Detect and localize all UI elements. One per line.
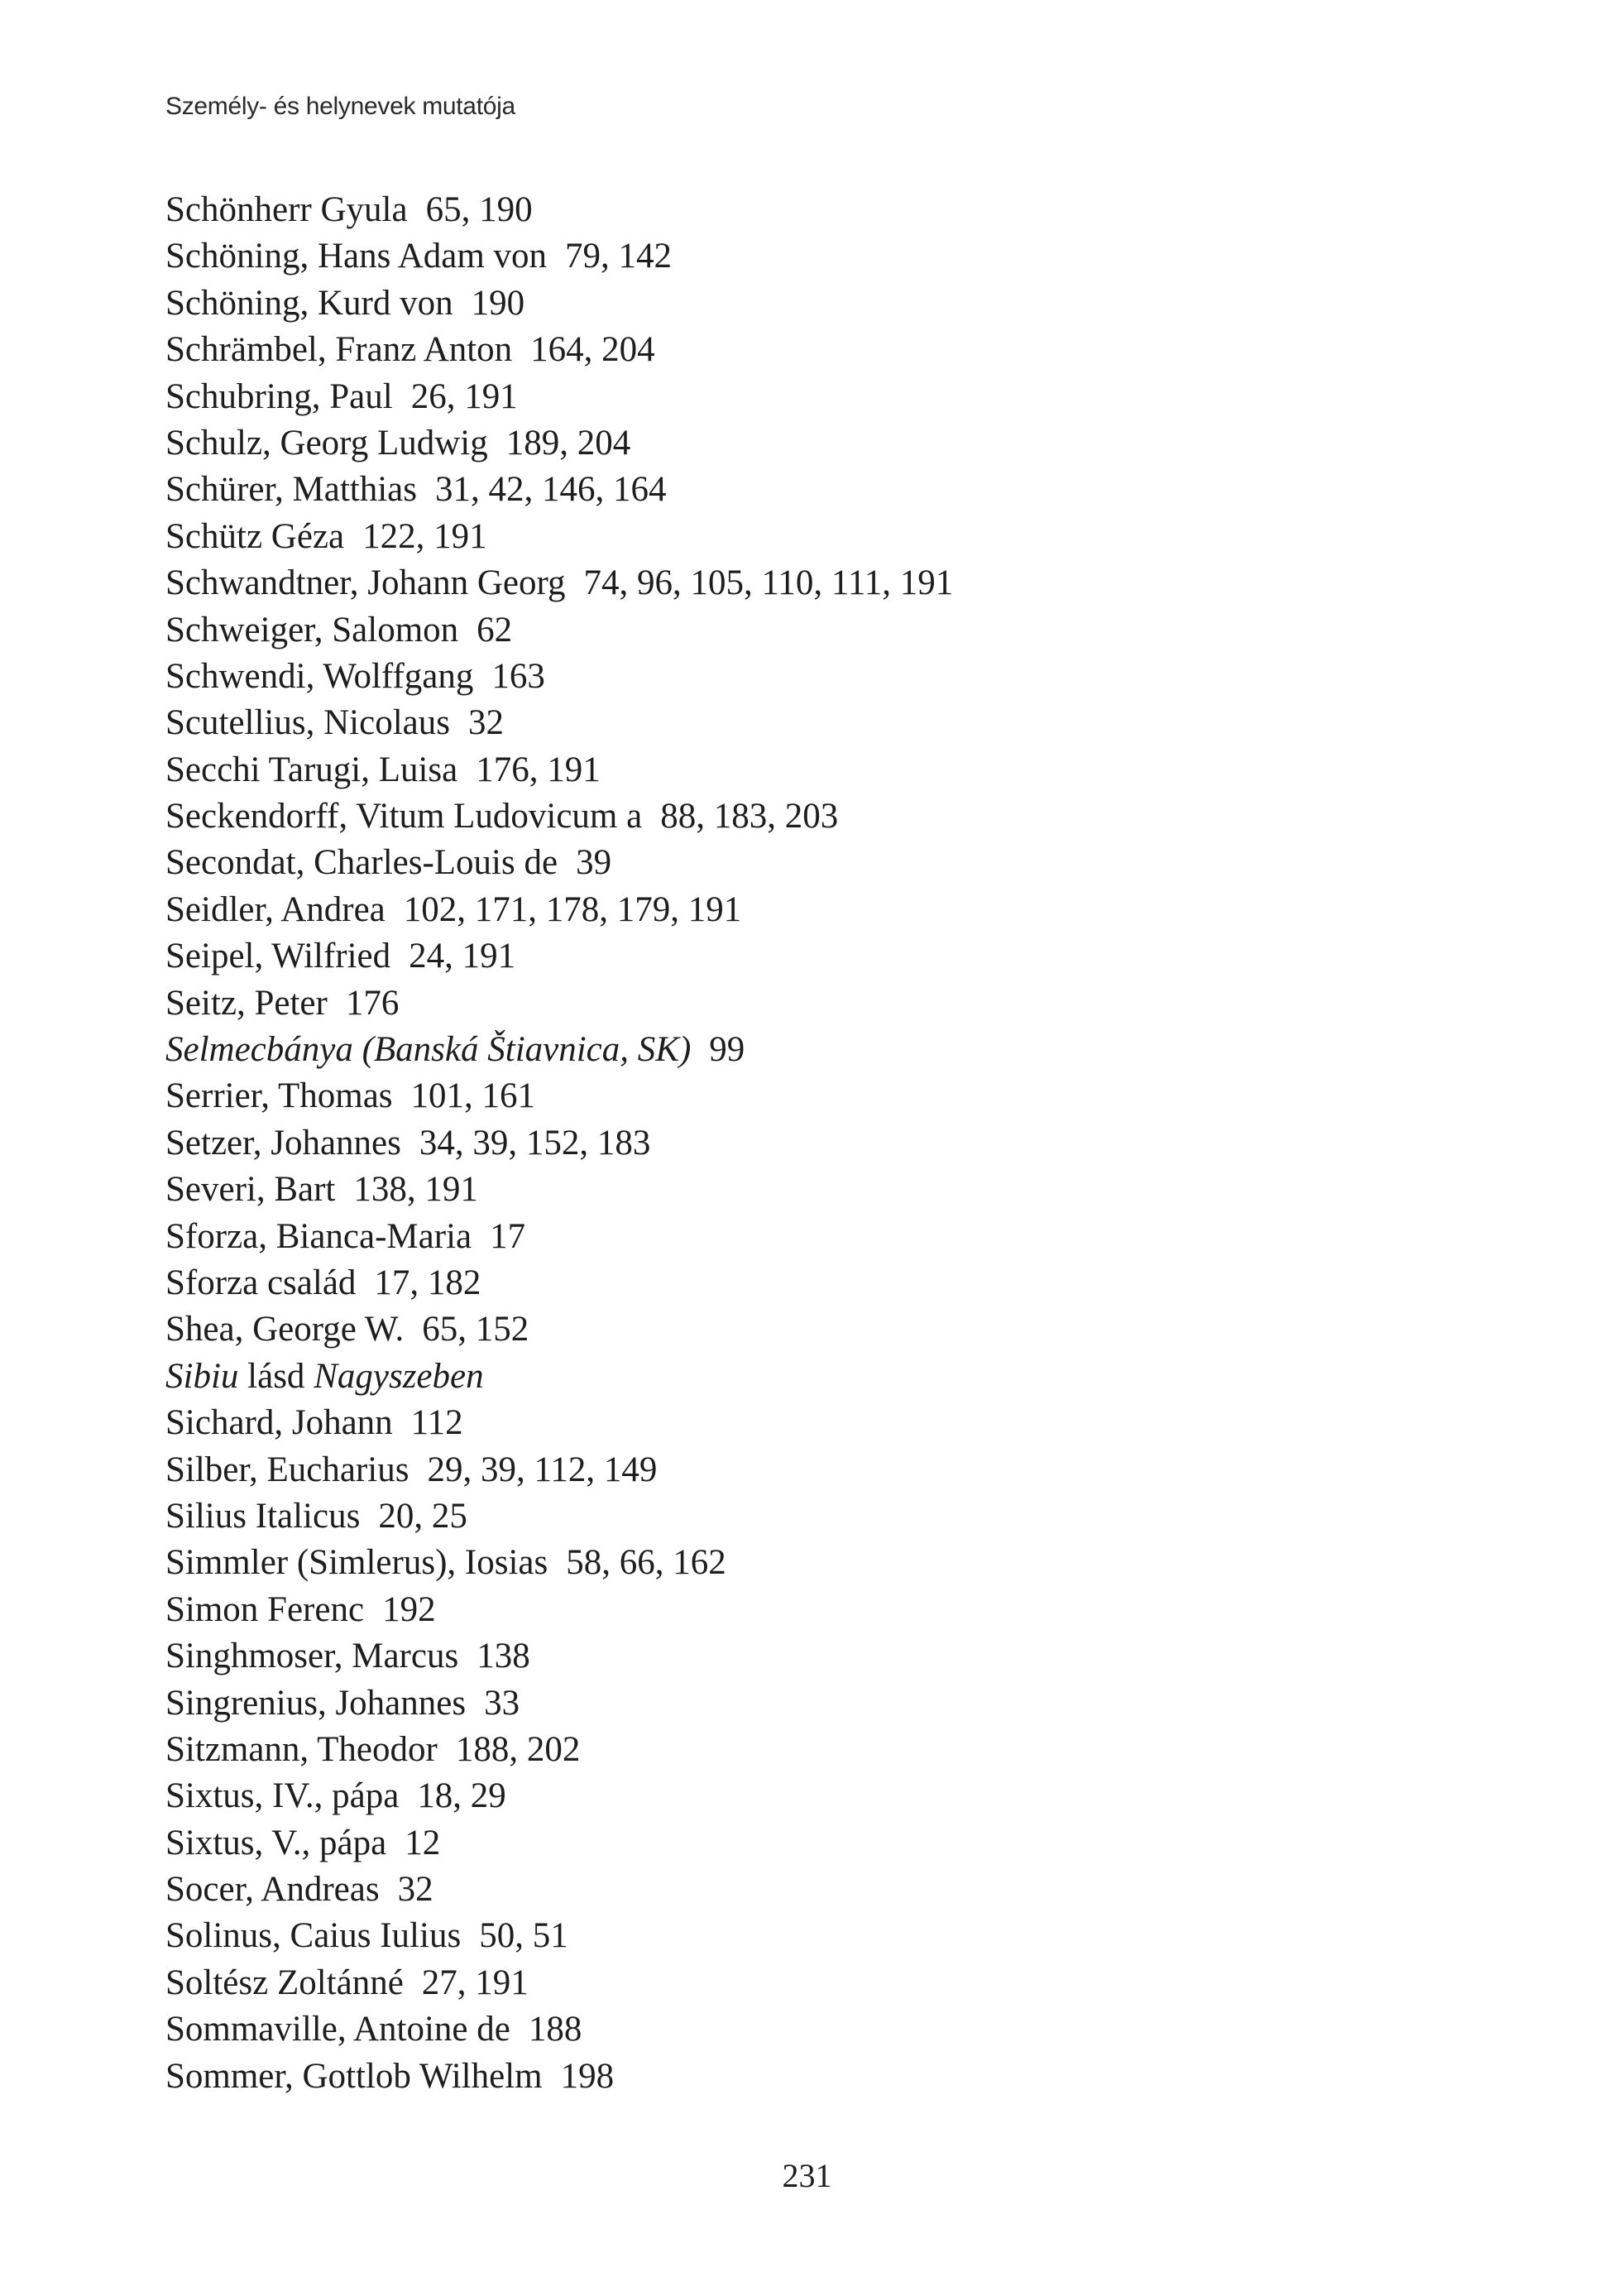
entry-term: Simon Ferenc	[165, 1589, 365, 1629]
entry-term: Sforza, Bianca-Maria	[165, 1216, 472, 1256]
entry-pages: 138, 191	[353, 1170, 478, 1210]
entry-pages: 32	[397, 1870, 433, 1910]
entry-pages: 18, 29	[417, 1776, 506, 1816]
index-entry	[165, 1447, 953, 1493]
entry-term: Serrier, Thomas	[165, 1076, 393, 1116]
entry-term: Seipel, Wilfried	[165, 937, 391, 976]
index-entry	[165, 1587, 953, 1633]
index-entry	[165, 327, 953, 373]
entry-term: Silber, Eucharius	[165, 1450, 409, 1489]
index-entry	[165, 1167, 953, 1213]
entry-pages: 62	[477, 610, 513, 649]
entry-term: Soltész Zoltánné	[165, 1963, 404, 2002]
index-entry	[165, 654, 953, 700]
index-list	[165, 187, 953, 2100]
entry-pages: 65, 190	[425, 190, 533, 229]
page-number: 231	[782, 2157, 832, 2194]
entry-term: Silius Italicus	[165, 1496, 361, 1536]
entry-pages: 74, 96, 105, 110, 111, 191	[583, 563, 954, 603]
entry-pages: 50, 51	[479, 1916, 568, 1956]
entry-term: Schubring, Paul	[165, 376, 393, 416]
entry-term: Sixtus, V., pápa	[165, 1823, 387, 1862]
entry-pages: 99	[709, 1030, 745, 1070]
index-entry	[165, 1867, 953, 1913]
entry-pages: 112	[410, 1403, 463, 1443]
index-entry	[165, 2054, 953, 2100]
entry-term: Singrenius, Johannes	[165, 1683, 467, 1723]
index-entry	[165, 1214, 953, 1260]
index-entry	[165, 1120, 953, 1167]
entry-pages: 79, 142	[565, 237, 673, 276]
entry-term: Secchi Tarugi, Luisa	[165, 750, 458, 789]
index-entry	[165, 933, 953, 980]
entry-term: Schütz Géza	[165, 516, 345, 556]
index-entry	[165, 420, 953, 467]
entry-term: Schönherr Gyula	[165, 190, 408, 229]
entry-term: Schulz, Georg Ludwig	[165, 423, 488, 463]
entry-pages: 31, 42, 146, 164	[434, 470, 667, 510]
entry-term: Sommaville, Antoine de	[165, 2010, 510, 2049]
index-entry-place	[165, 1027, 953, 1073]
index-entry	[165, 840, 953, 886]
index-entry	[165, 1306, 953, 1353]
entry-pages: 39	[576, 843, 612, 883]
entry-term: Sommer, Gottlob Wilhelm	[165, 2056, 543, 2096]
index-entry-cross-reference	[165, 1354, 953, 1400]
entry-pages: 34, 39, 152, 183	[419, 1123, 651, 1162]
entry-term: Socer, Andreas	[165, 1870, 380, 1910]
index-entry	[165, 1540, 953, 1586]
entry-term: Seckendorff, Vitum Ludovicum a	[165, 797, 643, 836]
entry-pages: 102, 171, 178, 179, 191	[403, 889, 742, 929]
entry-pages: 58, 66, 162	[566, 1543, 726, 1583]
index-entry	[165, 1820, 953, 1867]
entry-pages: 188, 202	[455, 1729, 581, 1769]
index-entry	[165, 747, 953, 793]
entry-pages: 138	[477, 1637, 530, 1676]
entry-pages: 192	[382, 1589, 436, 1629]
entry-term: Simmler (Simlerus), Iosias	[165, 1543, 548, 1583]
entry-pages: 33	[484, 1683, 520, 1723]
index-entry	[165, 1493, 953, 1540]
entry-term: Severi, Bart	[165, 1170, 336, 1210]
see-label: lásd	[247, 1356, 305, 1396]
index-entry	[165, 607, 953, 654]
entry-term: Singhmoser, Marcus	[165, 1637, 459, 1676]
entry-term: Schürer, Matthias	[165, 470, 417, 510]
index-entry	[165, 2006, 953, 2053]
index-entry	[165, 700, 953, 746]
index-entry	[165, 233, 953, 280]
entry-pages: 32	[467, 703, 504, 743]
index-entry	[165, 1633, 953, 1680]
entry-term: Schweiger, Salomon	[165, 610, 459, 649]
entry-pages: 17, 182	[374, 1263, 481, 1302]
entry-term: Seidler, Andrea	[165, 889, 386, 929]
entry-pages: 26, 191	[410, 376, 518, 416]
entry-term: Setzer, Johannes	[165, 1123, 401, 1162]
entry-pages: 17	[490, 1216, 526, 1256]
entry-pages: 122, 191	[362, 516, 487, 556]
entry-pages: 176, 191	[476, 750, 601, 789]
entry-pages: 24, 191	[409, 937, 516, 976]
index-entry	[165, 793, 953, 840]
entry-term: Sichard, Johann	[165, 1403, 393, 1443]
entry-term: Secondat, Charles-Louis de	[165, 843, 558, 883]
entry-pages: 27, 191	[421, 1963, 529, 2002]
entry-term: Solinus, Caius Iulius	[165, 1916, 462, 1956]
entry-pages: 176	[345, 983, 400, 1023]
entry-term: Scutellius, Nicolaus	[165, 703, 450, 743]
index-entry	[165, 1773, 953, 1819]
entry-term: Schöning, Hans Adam von	[165, 237, 548, 276]
entry-pages: 101, 161	[410, 1076, 536, 1116]
entry-pages: 65, 152	[422, 1310, 529, 1349]
index-entry	[165, 187, 953, 233]
index-entry	[165, 1960, 953, 2006]
entry-pages: 88, 183, 203	[660, 797, 839, 836]
entry-pages: 198	[560, 2056, 615, 2096]
see-target: Nagyszeben	[314, 1356, 484, 1396]
running-head: Személy- és helynevek mutatója	[165, 93, 515, 120]
entry-term: Sixtus, IV., pápa	[165, 1776, 400, 1816]
index-entry	[165, 1727, 953, 1773]
index-entry	[165, 514, 953, 560]
entry-pages: 20, 25	[378, 1496, 467, 1536]
entry-term: Sforza család	[165, 1263, 357, 1302]
entry-pages: 190	[471, 283, 525, 323]
entry-term-place: Selmecbánya (Banská Štiavnica, SK)	[165, 1030, 692, 1070]
entry-pages: 163	[491, 656, 545, 696]
index-entry	[165, 467, 953, 513]
entry-term-place: Sibiu	[165, 1356, 239, 1396]
index-entry	[165, 1260, 953, 1306]
entry-pages: 164, 204	[530, 330, 655, 370]
index-entry	[165, 280, 953, 327]
entry-term: Shea, George W.	[165, 1310, 405, 1349]
entry-term: Schwandtner, Johann Georg	[165, 563, 566, 603]
index-entry	[165, 1913, 953, 1959]
entry-pages: 12	[405, 1823, 441, 1862]
index-entry	[165, 1680, 953, 1727]
entry-term: Schöning, Kurd von	[165, 283, 453, 323]
index-entry	[165, 374, 953, 420]
entry-pages: 29, 39, 112, 149	[427, 1450, 658, 1489]
entry-term: Sitzmann, Theodor	[165, 1729, 438, 1769]
index-entry	[165, 887, 953, 933]
entry-term: Schrämbel, Franz Anton	[165, 330, 513, 370]
index-entry	[165, 980, 953, 1027]
index-entry	[165, 560, 953, 606]
index-entry	[165, 1073, 953, 1119]
entry-pages: 189, 204	[505, 423, 631, 463]
index-entry	[165, 1400, 953, 1446]
entry-term: Seitz, Peter	[165, 983, 328, 1023]
entry-term: Schwendi, Wolffgang	[165, 656, 474, 696]
entry-pages: 188	[528, 2010, 582, 2049]
